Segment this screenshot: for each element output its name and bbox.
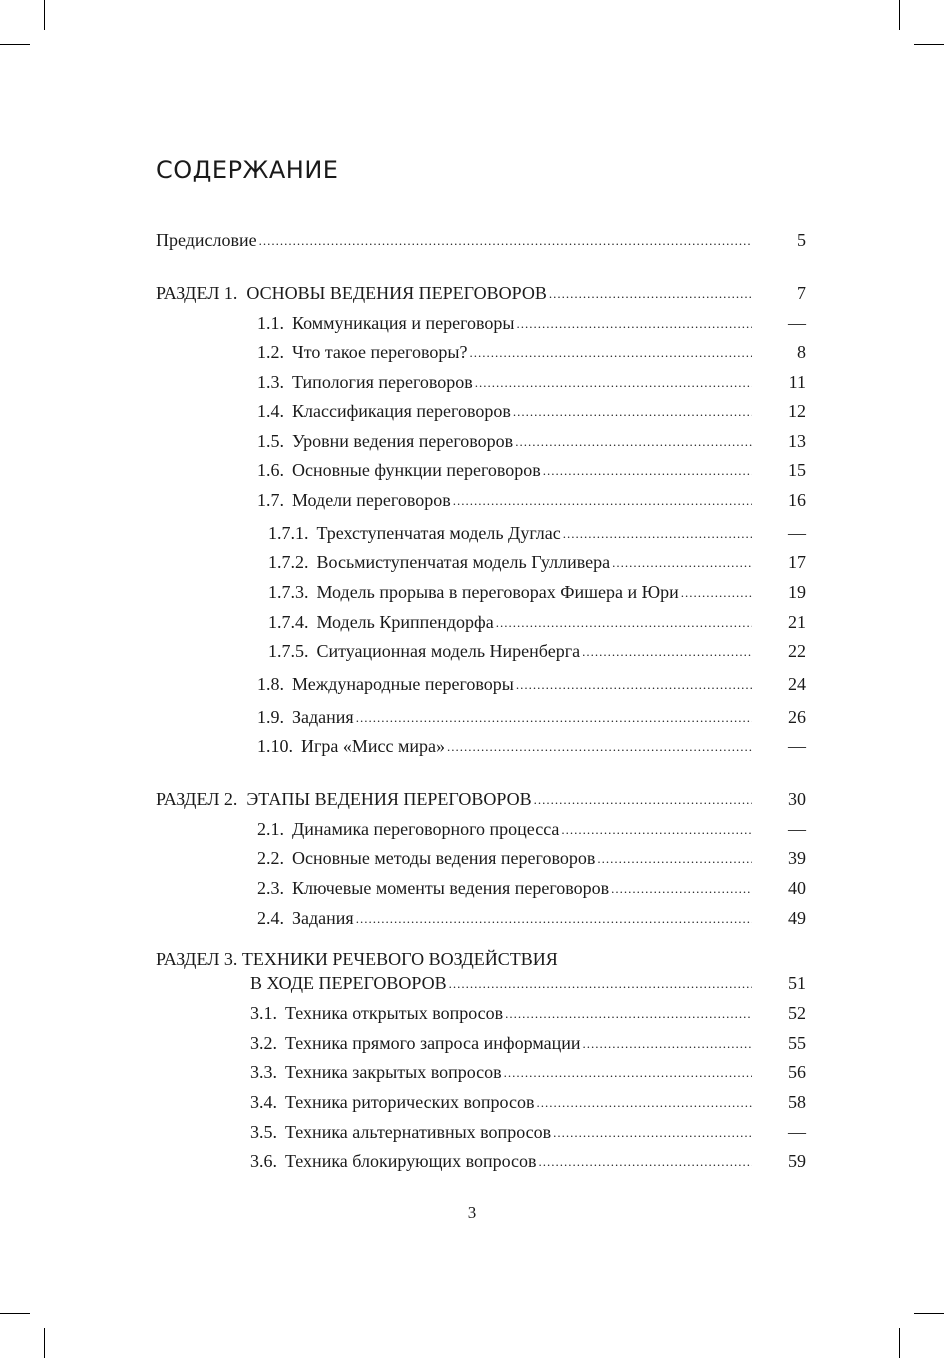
toc-number: 3.5. [250,1122,277,1142]
toc-page: 59 [788,1151,806,1171]
toc-entry-preface[interactable] [0,228,944,252]
toc-page: 17 [788,552,806,572]
toc-page: 15 [788,460,806,480]
toc-number: 2.4. [257,908,284,928]
toc-label: Международные переговоры [292,674,514,694]
toc-entry[interactable] [0,705,944,729]
toc-page: 24 [788,674,806,694]
toc-number: 1.3. [257,372,284,392]
toc-section-3[interactable] [0,971,944,995]
toc-page: 11 [788,372,806,392]
toc-number: 1.4. [257,401,284,421]
toc-number: 3.3. [250,1062,277,1082]
toc-entry[interactable] [0,672,944,696]
toc-number: 1.6. [257,460,284,480]
toc-page: 49 [788,908,806,928]
toc-entry[interactable] [0,906,944,930]
toc-number: 1.1. [257,313,284,333]
toc-number: 1.7.4. [268,612,309,632]
toc-entry[interactable] [0,846,944,870]
toc-number: 3.6. [250,1151,277,1171]
toc-number: 1.7.5. [268,641,309,661]
toc-page: 7 [797,283,806,303]
toc-label: Предисловие [156,230,257,250]
toc-subentry[interactable] [0,639,944,663]
toc-label: Модель Криппендорфа [316,612,494,632]
toc-entry[interactable] [0,488,944,512]
toc-number: 1.9. [257,707,284,727]
toc-entry[interactable] [0,370,944,394]
toc-entry[interactable] [0,311,944,335]
toc-number: 1.7.3. [268,582,309,602]
crop-mark [899,0,900,30]
toc-number: 3.2. [250,1033,277,1053]
toc-entry[interactable] [0,458,944,482]
toc-label: Ситуационная модель Ниренберга [316,641,581,661]
toc-subentry[interactable] [0,521,944,545]
toc-page: 12 [788,401,806,421]
toc-entry[interactable] [0,734,944,758]
toc-page: 40 [788,878,806,898]
toc-page: 21 [788,612,806,632]
toc-page: 51 [788,973,806,993]
page-title: СОДЕРЖАНИЕ [156,156,339,184]
toc-label: Ключевые моменты ведения переговоров [292,878,610,898]
toc-number: 2.3. [257,878,284,898]
crop-mark [899,1328,900,1358]
toc-entry[interactable] [0,1060,944,1084]
page-number: 3 [467,1203,477,1222]
toc-subentry[interactable] [0,610,944,634]
toc-page: 30 [788,789,806,809]
toc-label: Техника открытых вопросов [285,1003,504,1023]
toc-entry[interactable] [0,876,944,900]
toc-page: 5 [797,230,806,250]
toc-number: 1.10. [257,736,293,756]
toc-label: Задания [292,908,354,928]
toc-page: 58 [788,1092,806,1112]
toc-number: 2.1. [257,819,284,839]
toc-label: Задания [292,707,354,727]
crop-mark [914,44,944,45]
toc-page: 19 [788,582,806,602]
toc-page: 13 [788,431,806,451]
toc-subentry[interactable] [0,550,944,574]
toc-page: 22 [788,641,806,661]
toc-number: 2.2. [257,848,284,868]
toc-label: Уровни ведения переговоров [292,431,514,451]
toc-label: Восьмиступенчатая модель Гулливера [316,552,611,572]
toc-entry[interactable] [0,1031,944,1055]
toc-page: 52 [788,1003,806,1023]
toc-label: Основные функции переговоров [292,460,541,480]
toc-entry[interactable] [0,399,944,423]
toc-label: Трехступенчатая модель Дуглас [316,523,561,543]
crop-mark [44,1328,45,1358]
toc-entry[interactable] [0,429,944,453]
toc-page: 16 [788,490,806,510]
toc-entry[interactable] [0,340,944,364]
toc-number: 1.2. [257,342,284,362]
toc-label: РАЗДЕЛ 1. ОСНОВЫ ВЕДЕНИЯ ПЕРЕГОВОРОВ [156,283,547,303]
toc-label: Типология переговоров [292,372,473,392]
toc-number: 1.7.2. [268,552,309,572]
toc-page: — [788,819,806,839]
toc-label: Основные методы ведения переговоров [292,848,596,868]
toc-number: 1.7. [257,490,284,510]
toc-label: Техника прямого запроса информации [285,1033,581,1053]
toc-page: 55 [788,1033,806,1053]
toc-page: — [788,1122,806,1142]
toc-page: 26 [788,707,806,727]
toc-label: Техника риторических вопросов [285,1092,535,1112]
toc-entry[interactable] [0,1090,944,1114]
crop-mark [914,1313,944,1314]
crop-mark [0,1313,30,1314]
toc-entry[interactable] [0,1120,944,1144]
toc-label: В ХОДЕ ПЕРЕГОВОРОВ [250,973,447,993]
toc-entry[interactable] [0,1001,944,1025]
toc-label: Динамика переговорного процесса [292,819,560,839]
toc-label: Модели переговоров [292,490,451,510]
toc-section-1[interactable] [0,281,944,305]
toc-section-3-line1[interactable]: РАЗДЕЛ 3. ТЕХНИКИ РЕЧЕВОГО ВОЗДЕЙСТВИЯ [156,949,558,969]
toc-number: 1.7.1. [268,523,309,543]
toc-label: РАЗДЕЛ 2. ЭТАПЫ ВЕДЕНИЯ ПЕРЕГОВОРОВ [156,789,532,809]
toc-page: — [788,736,806,756]
toc-number: 3.1. [250,1003,277,1023]
toc-label: Техника альтернативных вопросов [285,1122,552,1142]
toc-entry[interactable] [0,1149,944,1173]
toc-entry[interactable] [0,817,944,841]
toc-label: Модель прорыва в переговорах Фишера и Юри [316,582,679,602]
toc-label: Игра «Мисс мира» [301,736,445,756]
toc-page: — [788,313,806,333]
toc-number: 1.8. [257,674,284,694]
crop-mark [0,44,30,45]
toc-label: Техника блокирующих вопросов [285,1151,537,1171]
toc-page: 8 [797,342,806,362]
toc-label: Коммуникация и переговоры [292,313,515,333]
toc-number: 1.5. [257,431,284,451]
toc-subentry[interactable] [0,580,944,604]
crop-mark [44,0,45,30]
toc-section-2[interactable] [0,787,944,811]
toc-number: 3.4. [250,1092,277,1112]
toc-page: 56 [788,1062,806,1082]
toc-label: Что такое переговоры? [292,342,468,362]
toc-page: 39 [788,848,806,868]
toc-label: Классификация переговоров [292,401,511,421]
toc-page: — [788,523,806,543]
toc-label: Техника закрытых вопросов [285,1062,502,1082]
